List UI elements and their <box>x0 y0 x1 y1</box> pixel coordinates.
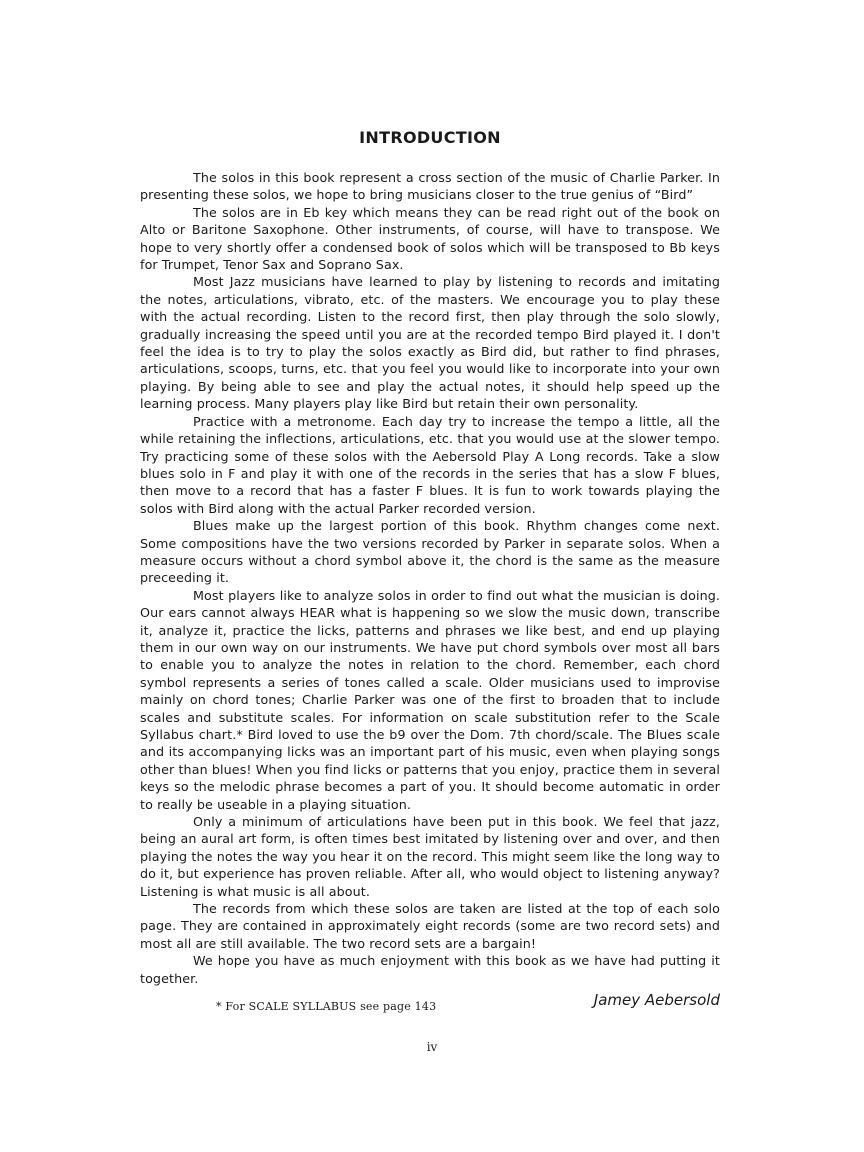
page-title: INTRODUCTION <box>359 128 501 147</box>
paragraph: Most Jazz musicians have learned to play by listening to records and imitating the notes, articulations, vibrato, etc. of the masters. We encourage you to play these with the actual recording. Listen to the record first, then play through the solo slowly, gradually increasing the speed until you are at the recorded tempo Bird played it. I don't feel the idea is to try to play the solos exactly as Bird did, but rather to find phrases, articulations, scoops, turns, etc. that you feel you would like to incorporate into your own playing. By being able to see and play the actual notes, it should help speed up the learning process. Many players play like Bird but retain their own personality. <box>140 274 720 412</box>
body-text <box>140 169 720 987</box>
paragraph: The solos in this book represent a cross section of the music of Charlie Parker. In presenting these solos, we hope to bring musicians closer to the true genius of “Bird” <box>140 170 720 203</box>
paragraph: Practice with a metronome. Each day try to increase the tempo a little, all the while retaining the inflections, articulations, etc. that you would use at the slower tempo. Try practicing some of these solos with the Aebersold Play A Long records. Take a slow blues solo in F and play it with one of the records in the series that has a slow F blues, then move to a record that has a faster F blues. It is fun to work towards playing the solos with Bird along with the actual Parker recorded version. <box>140 413 720 516</box>
page-number: iv <box>426 1040 438 1054</box>
author-signature: Jamey Aebersold <box>593 991 720 1010</box>
paragraph: Blues make up the largest portion of this book. Rhythm changes come next. Some compositions have the two versions recorded by Parker in separate solos. When a measure occurs without a chord symbol above it, the chord is the same as the measure preceeding it. <box>140 518 720 586</box>
footnote: * For SCALE SYLLABUS see page 143 <box>216 1000 437 1013</box>
paragraph: Most players like to analyze solos in order to find out what the musician is doing. Our ears cannot always HEAR what is happening so we slow the music down, transcribe it, analyze it, practice the licks, patterns and phrases we like best, and end up playing them in our own way on our instruments. We have put chord symbols over most all bars to enable you to analyze the notes in relation to the chord. Remember, each chord symbol represents a series of tones called a scale. Older musicians used to improvise mainly on chord tones; Charlie Parker was one of the first to broaden that to include scales and substitute scales. For information on scale substitution refer to the Scale Syllabus chart.* Bird loved to use the b9 over the Dom. 7th chord/scale. The Blues scale and its accompanying licks was an important part of his music, even when playing songs other than blues! When you find licks or patterns that you enjoy, practice them in several keys so the melodic phrase becomes a part of you. It should become automatic in order to really be useable in a playing situation. <box>140 587 720 812</box>
paragraph: We hope you have as much enjoyment with this book as we have had putting it together. <box>140 953 720 986</box>
paragraph: Only a minimum of articulations have been put in this book. We feel that jazz, being an aural art form, is often times best imitated by listening over and over, and then playing the notes the way you hear it on the record. This might seem like the long way to do it, but experience has proven reliable. After all, who would object to listening anyway? Listening is what music is all about. <box>140 814 720 899</box>
paragraph: The records from which these solos are taken are listed at the top of each solo page. They are contained in approximately eight records (some are two record sets) and most all are still available. The two record sets are a bargain! <box>140 901 720 951</box>
page-content <box>140 128 720 1009</box>
paragraph: The solos are in Eb key which means they can be read right out of the book on Alto or Baritone Saxophone. Other instruments, of course, will have to transpose. We hope to very shortly offer a condensed book of solos which will be transposed to Bb keys for Trumpet, Tenor Sax and Soprano Sax. <box>140 204 720 273</box>
